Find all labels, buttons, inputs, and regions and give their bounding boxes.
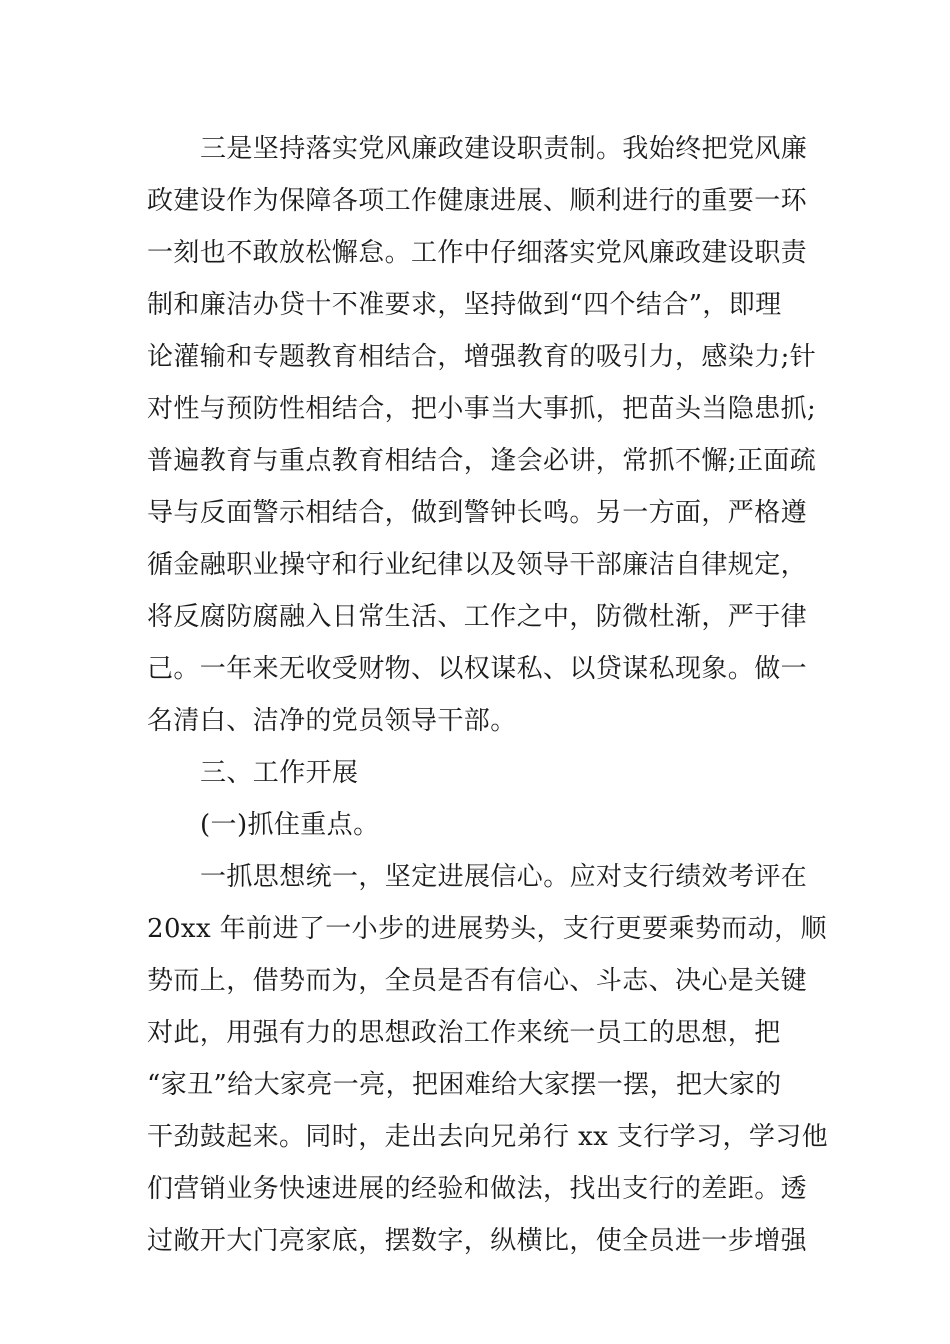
text-line	[0, 1059, 950, 1111]
text-line-content: 循金融职业操守和行业纪律以及领导干部廉洁自律规定，	[147, 550, 808, 580]
text-line	[0, 435, 950, 487]
text-line-content: 导与反面警示相结合，做到警钟长鸣。另一方面，严格遵	[147, 498, 808, 528]
text-line-content: 一抓思想统一，坚定进展信心。应对支行绩效考评在	[200, 862, 808, 892]
subsection-heading-text: (一)抓住重点。	[200, 810, 380, 840]
text-line	[0, 539, 950, 591]
text-line-content: 三是坚持落实党风廉政建设职责制。我始终把党风廉	[200, 134, 808, 164]
text-line-content: 势而上，借势而为，全员是否有信心、斗志、决心是关键	[147, 966, 808, 996]
text-line-content: 们营销业务快速进展的经验和做法，找出支行的差距。透	[147, 1174, 808, 1204]
text-line-content: 己。一年来无收受财物、以权谋私、以贷谋私现象。做一	[147, 654, 808, 684]
text-line-content: 对性与预防性相结合，把小事当大事抓，把苗头当隐患抓;	[147, 394, 817, 424]
text-line-content: 普遍教育与重点教育相结合，逢会必讲，常抓不懈;正面疏	[147, 446, 817, 476]
text-line	[0, 227, 950, 279]
text-line	[0, 279, 950, 331]
text-line	[0, 487, 950, 539]
text-line	[0, 1111, 950, 1163]
text-line	[0, 1007, 950, 1059]
text-line	[0, 1163, 950, 1215]
text-line	[0, 695, 950, 747]
text-line-content: 干劲鼓起来。同时，走出去向兄弟行 xx 支行学习，学习他	[147, 1122, 829, 1152]
text-line	[0, 383, 950, 435]
text-line-content: 论灌输和专题教育相结合，增强教育的吸引力，感染力;针	[147, 342, 817, 372]
text-line	[0, 123, 950, 175]
text-line-content: 名清白、洁净的党员领导干部。	[147, 706, 517, 736]
text-line	[0, 175, 950, 227]
text-line-content: 政建设作为保障各项工作健康进展、顺利进行的重要一环	[147, 186, 808, 216]
text-line	[0, 331, 950, 383]
text-line	[0, 1215, 950, 1267]
text-line	[0, 643, 950, 695]
section-heading-text: 三、工作开展	[200, 758, 359, 788]
text-line-content: 制和廉洁办贷十不准要求，坚持做到“四个结合”，即理	[147, 290, 782, 320]
section-heading	[0, 747, 950, 799]
subsection-heading	[0, 799, 950, 851]
text-line-content: “家丑”给大家亮一亮，把困难给大家摆一摆，把大家的	[147, 1070, 782, 1100]
text-line	[0, 851, 950, 903]
text-line-content: 过敞开大门亮家底，摆数字，纵横比，使全员进一步增强	[147, 1226, 808, 1256]
text-line	[0, 903, 950, 955]
text-line	[0, 955, 950, 1007]
text-line	[0, 591, 950, 643]
text-line-content: 将反腐防腐融入日常生活、工作之中，防微杜渐，严于律	[147, 602, 808, 632]
text-line-content: 20xx 年前进了一小步的进展势头，支行更要乘势而动，顺	[147, 914, 827, 944]
text-line-content: 一刻也不敢放松懈怠。工作中仔细落实党风廉政建设职责	[147, 238, 808, 268]
text-line-content: 对此，用强有力的思想政治工作来统一员工的思想，把	[147, 1018, 781, 1048]
